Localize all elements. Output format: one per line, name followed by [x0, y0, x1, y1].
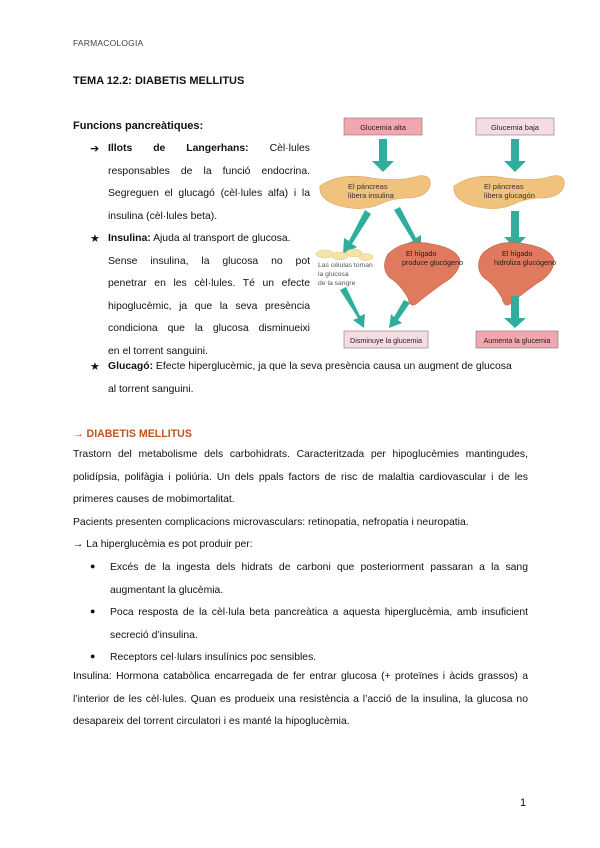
causes-list	[90, 557, 528, 670]
bullet-term: Glucagó:	[108, 361, 154, 372]
low-glucose-label: Glucemia baja	[491, 123, 539, 132]
arrows-group	[340, 287, 526, 328]
arrow-icon	[340, 287, 365, 328]
arrow-icon	[504, 318, 526, 328]
star-marker: ★	[90, 233, 100, 245]
paragraph-definition: Trastorn del metabolisme dels carbohidrats. Caracteritzada per hipoglucèmies mantingudes, polidípsia, polifàgia i poliúria. Un dels ppals factors de risc de malaltia cardiovascular i de les primeres causes de mobimortalitat. Pacients presenten complicacions microvasculars: retinopatia, nefropatia i neuropatia. → La hiperglucèmia es pot produir per:	[73, 444, 528, 557]
arrow-icon	[504, 161, 526, 172]
arrow-icon	[372, 161, 394, 172]
cell-shape	[316, 250, 334, 258]
increase-glucose-label: Aumenta la glucemia	[483, 336, 551, 345]
star-marker: ★	[90, 361, 100, 373]
bullet-insulina: ★ Insulina: Ajuda al transport de glucosa. Sense insulina, la glucosa no pot penetrar en les cèl·lules. Té un efecte hipoglucèmic, ja que la seva presència condiciona que la glucosa disminueixi en el torrent sanguini.	[90, 233, 310, 357]
liver-left-label: produce glucógeno	[402, 258, 464, 267]
cells-note: la glucosa	[318, 271, 349, 278]
high-glucose-label: Glucemia alta	[360, 123, 406, 132]
bullet-term: Illots de Langerhans:	[108, 143, 249, 154]
functions-heading: Funcions pancreàtiques:	[73, 120, 204, 132]
paragraph-causes-intro: → La hiperglucèmia es pot produir per:	[73, 539, 253, 550]
arrows-group	[372, 139, 526, 172]
paragraph-complications: Pacients presenten complicacions microvasculars: retinopatia, nefropatia i neuropatia.	[73, 516, 469, 528]
page-title: TEMA 12.2: DIABETIS MELLITUS	[73, 75, 245, 87]
arrow-icon	[379, 139, 387, 161]
arrow-icon	[389, 300, 410, 328]
list-item: ● Receptors cel·lulars insulínics poc sensibles.	[90, 651, 317, 663]
liver-right-label: El hígado	[502, 249, 533, 258]
arrow-icon	[511, 211, 519, 237]
cells-note: de la sangre	[318, 280, 356, 287]
list-item: ● Poca resposta de la cèl·lula beta pancreàtica a aquesta hiperglucèmia, amb insuficient secreció d’insulina.	[90, 606, 528, 641]
pancreas-right-label: El páncreas	[484, 182, 524, 191]
liver-left-label: El hígado	[406, 249, 437, 258]
glucose-regulation-diagram	[310, 112, 566, 356]
arrow-marker: ➔	[90, 143, 100, 155]
pancreas-left-label: libera insulina	[348, 191, 394, 200]
bullet-glucago: ★ Glucagó: Efecte hiperglucèmic, ja que la seva presència causa un augment de glucosa al torrent sanguini.	[90, 361, 512, 395]
paragraph-insulin: Insulina: Hormona catabòlica encarregada de fer entrar glucosa (+ proteïnes i àcids grassos) a l’interior de les cèl·lules. Quan es produeix una resistència a l’acció de la insulina, la glucosa no desapareix del torrent circulatori i es manté la hipoglucèmia.	[73, 671, 528, 727]
bullet-dot: ●	[90, 606, 96, 616]
section-heading: → DIABETIS MELLITUS	[73, 428, 192, 440]
bullet-langerhans: ➔ Illots de Langerhans: Cèl·lules responsables de la funció endocrina. Segreguen el glucagó (cèl·lules alfa) i la insulina (cèl·lules beta).	[90, 143, 310, 222]
cell-shape	[332, 252, 348, 260]
bullet-dot: ●	[90, 651, 96, 661]
bullet-dot: ●	[90, 561, 96, 571]
page-number: 1	[520, 797, 527, 809]
pancreas-right-label: libera glucagón	[484, 191, 535, 200]
arrow-icon	[343, 210, 371, 254]
cell-shape	[359, 254, 373, 261]
liver-right-label: hidroliza glucógeno	[494, 258, 556, 267]
decrease-glucose-label: Disminuye la glucemia	[350, 336, 422, 345]
bullet-term: Insulina:	[108, 233, 151, 244]
page-header: FARMACOLOGIA	[73, 38, 144, 48]
arrow-icon	[511, 139, 519, 161]
list-item: ● Excés de la ingesta dels hidrats de carboni que posteriorment passaran a la sang augmentant la glucèmia.	[90, 561, 528, 596]
pancreas-left-label: El páncreas	[348, 182, 388, 191]
arrow-icon	[511, 296, 519, 318]
cells-note: Las células toman	[318, 262, 373, 269]
